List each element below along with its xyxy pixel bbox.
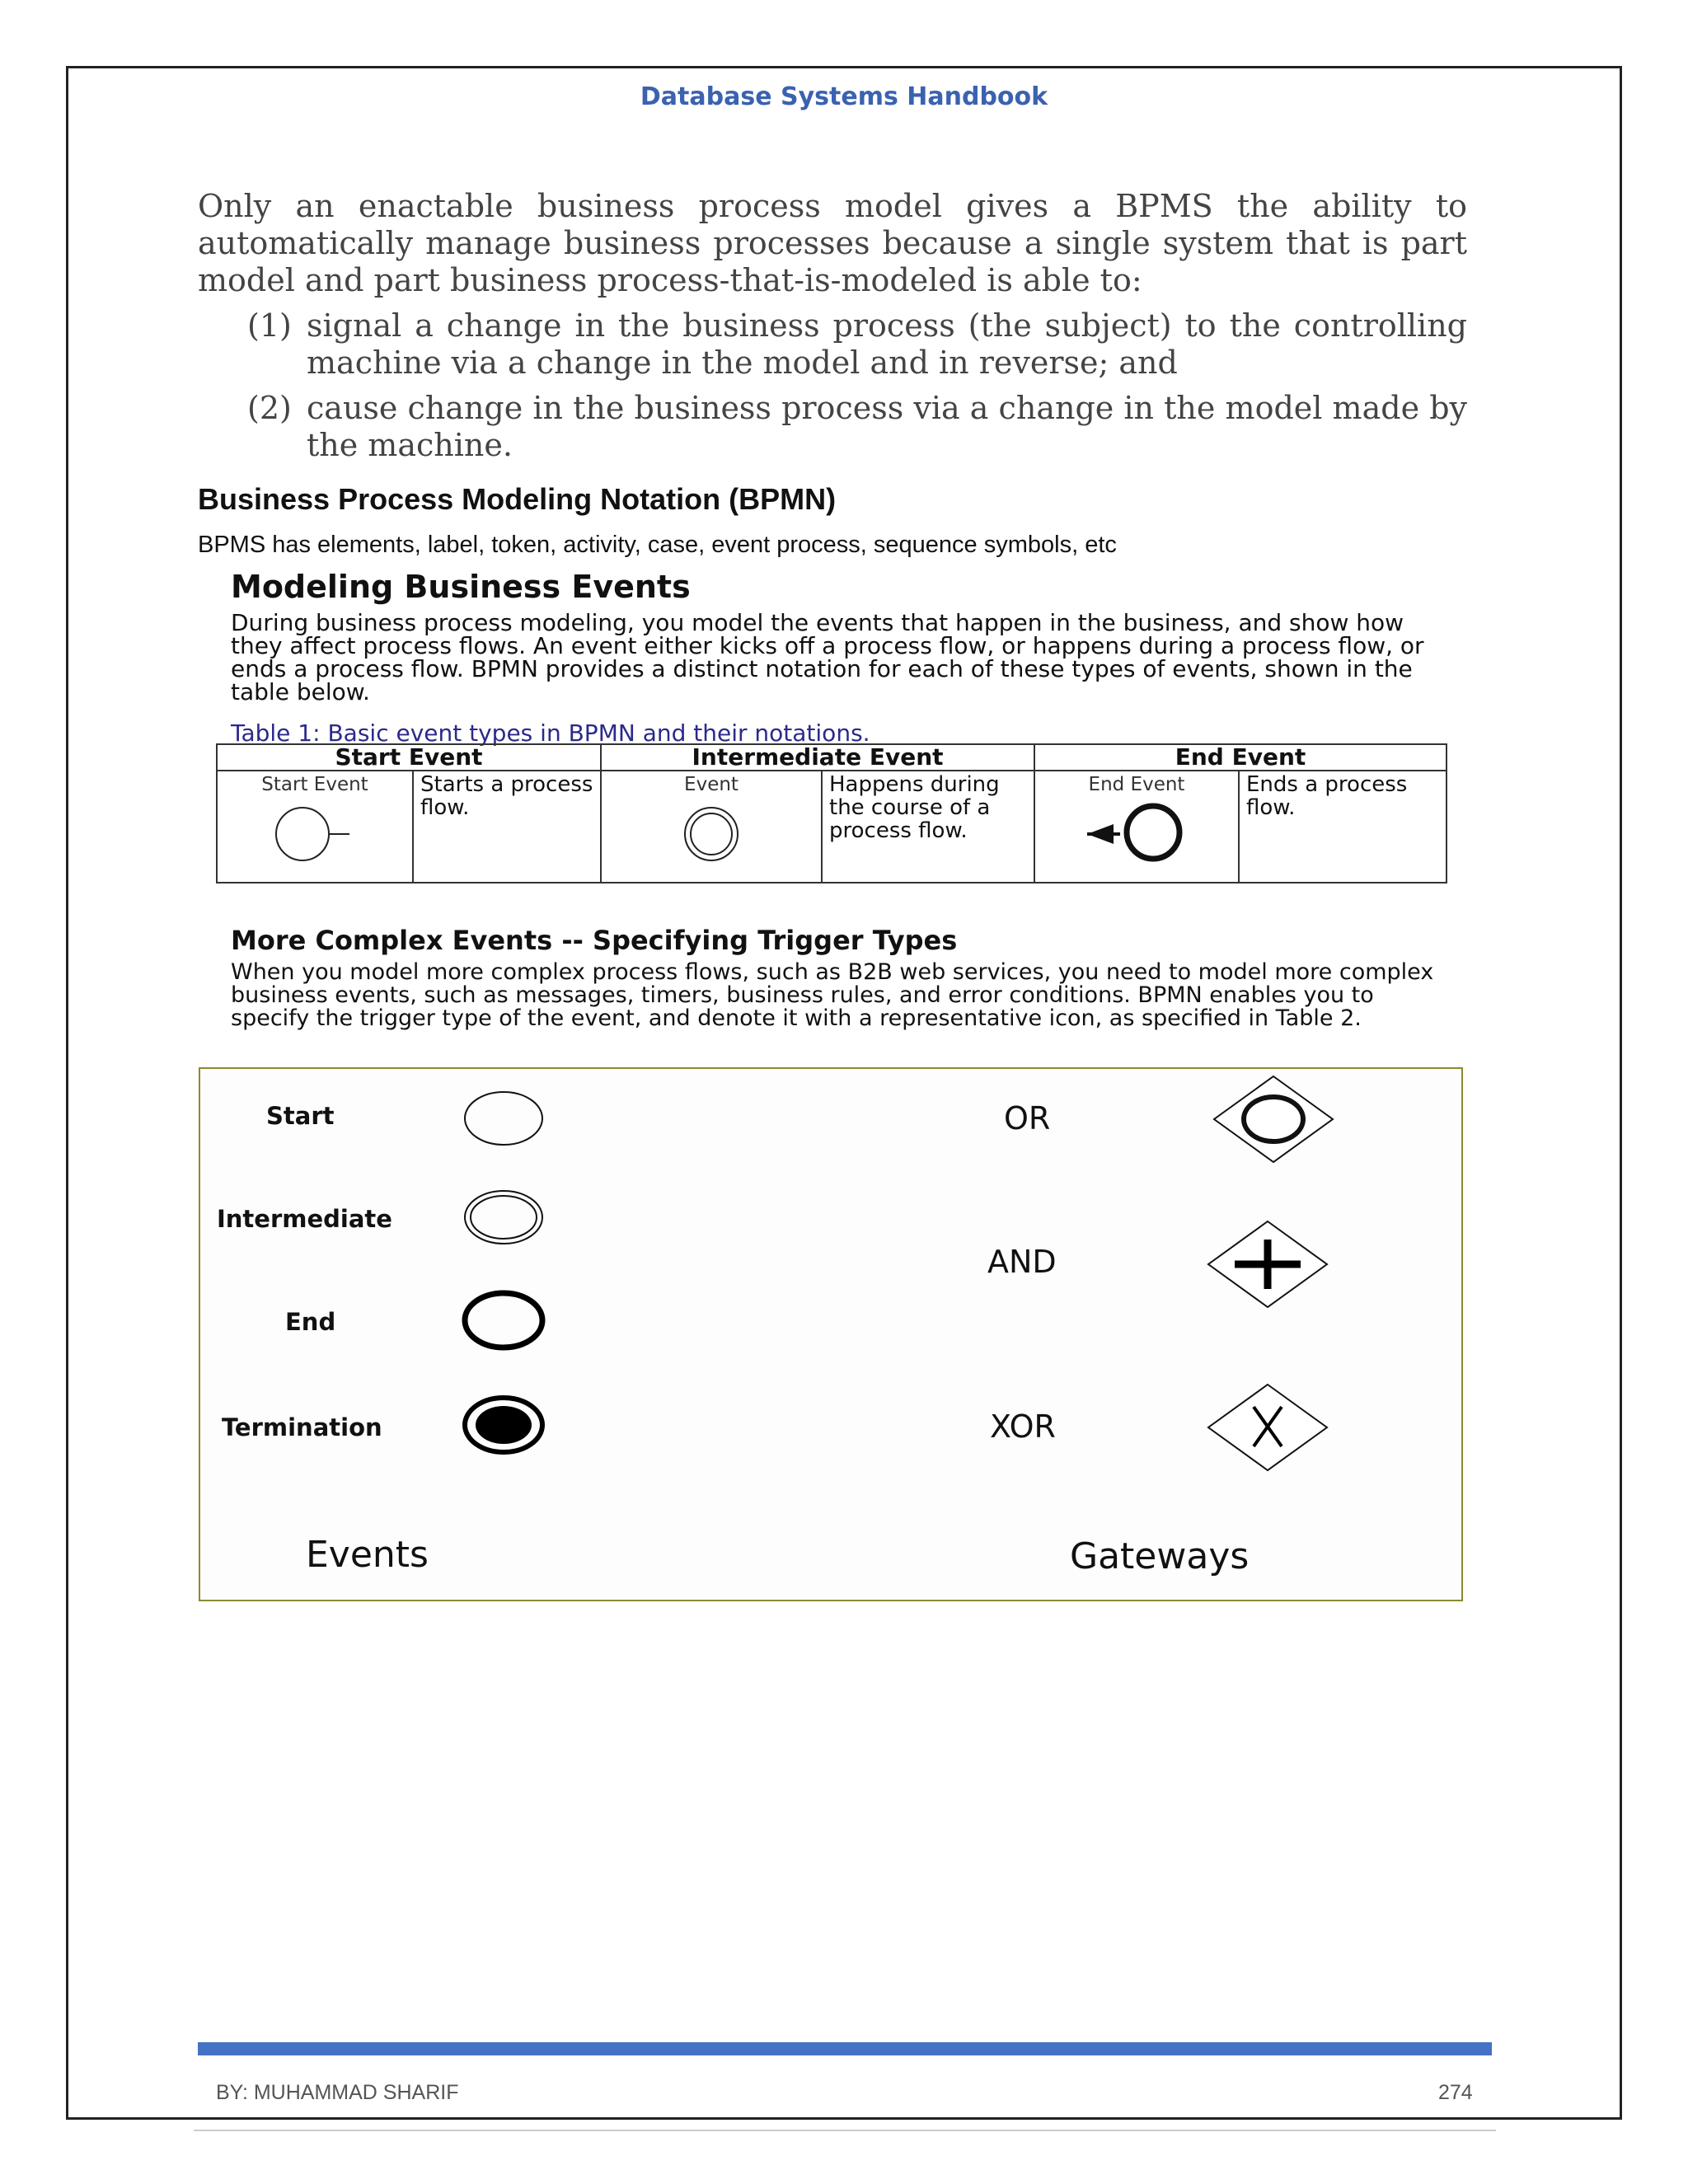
footer-bar bbox=[198, 2042, 1492, 2055]
intermediate-event-icon bbox=[654, 799, 769, 865]
modeling-events-title: Modeling Business Events bbox=[231, 569, 691, 605]
events-caption: Events bbox=[306, 1534, 429, 1576]
list-item bbox=[198, 307, 1467, 382]
header-end-event: End Event bbox=[1034, 744, 1447, 771]
end-label: End bbox=[285, 1308, 336, 1336]
intermediate-event-icon bbox=[456, 1186, 555, 1252]
start-label: Start bbox=[266, 1102, 335, 1130]
list-text: cause change in the business process via a change in the model made by the machine. bbox=[307, 390, 1467, 463]
intermediate-event-label: Event bbox=[684, 774, 738, 795]
end-event-icon bbox=[456, 1287, 555, 1353]
bottom-rule bbox=[194, 2130, 1496, 2131]
modeling-events-body: During business process modeling, you model the events that happen in the business, and show how they affect process flows. An event either kicks off a process flow, or happens during a process flow, or ends a process flow. BPMN provides a distinct notation for each of these types of events, shown in the table below. bbox=[231, 609, 1424, 705]
footer-author: BY: MUHAMMAD SHARIF bbox=[216, 2081, 459, 2104]
gateways-caption: Gateways bbox=[1070, 1535, 1250, 1577]
start-event-cell bbox=[217, 771, 413, 883]
list-text: signal a change in the business process (the subject) to the controlling machine via a change in the model and in reverse; and bbox=[307, 307, 1467, 381]
xor-label: XOR bbox=[990, 1408, 1056, 1445]
intermediate-event-description: Happens during the course of a process flow. bbox=[822, 771, 1034, 883]
start-event-description: Starts a process flow. bbox=[413, 771, 601, 883]
header-intermediate-event: Intermediate Event bbox=[601, 744, 1034, 771]
xor-gateway-icon bbox=[1206, 1382, 1329, 1473]
event-types-table bbox=[216, 743, 1447, 883]
complex-events-body: When you model more complex process flows, such as B2B web services, you need to model more complex business events, such as messages, timers, business rules, and error conditions. BPMN enables you to specify the trigger type of the event, and denote it with a representative icon, as specified in Table 2. bbox=[231, 959, 1434, 1031]
scanned-excerpt bbox=[198, 188, 1467, 464]
excerpt-paragraph: Only an enactable business process model gives a BPMS the ability to automatically manage business processes because a single system that is part model and part business process-that-is-modeled is able to: bbox=[198, 188, 1467, 298]
start-event-icon bbox=[456, 1085, 555, 1151]
header-start-event: Start Event bbox=[217, 744, 601, 771]
and-label: AND bbox=[987, 1244, 1057, 1280]
and-gateway-icon bbox=[1206, 1219, 1329, 1310]
header-title: Database Systems Handbook bbox=[640, 82, 1048, 111]
start-event-icon bbox=[257, 799, 373, 865]
bpmn-symbols-figure bbox=[199, 1067, 1463, 1601]
list-number: (2) bbox=[247, 390, 292, 426]
page-number: 274 bbox=[1438, 2081, 1473, 2104]
modeling-events-block bbox=[231, 569, 1451, 704]
end-event-label: End Event bbox=[1088, 774, 1185, 795]
end-event-cell bbox=[1034, 771, 1239, 883]
end-event-description: Ends a process flow. bbox=[1239, 771, 1447, 883]
complex-events-title: More Complex Events -- Specifying Trigger Types bbox=[231, 925, 958, 956]
section-heading: Business Process Modeling Notation (BPMN) bbox=[198, 482, 837, 516]
end-event-icon bbox=[1062, 799, 1211, 865]
complex-events-block bbox=[231, 925, 1451, 1030]
list-item bbox=[198, 390, 1467, 464]
termination-label: Termination bbox=[222, 1413, 382, 1441]
or-gateway-icon bbox=[1212, 1074, 1335, 1165]
or-label: OR bbox=[1004, 1100, 1051, 1137]
intermediate-event-cell bbox=[601, 771, 822, 883]
list-number: (1) bbox=[247, 307, 292, 344]
intro-line: BPMS has elements, label, token, activity, case, event process, sequence symbols, etc bbox=[198, 532, 1117, 558]
termination-event-icon bbox=[456, 1392, 555, 1458]
intermediate-label: Intermediate bbox=[217, 1205, 392, 1233]
table-caption: Table 1: Basic event types in BPMN and their notations. bbox=[231, 719, 870, 747]
start-event-label: Start Event bbox=[261, 774, 368, 795]
